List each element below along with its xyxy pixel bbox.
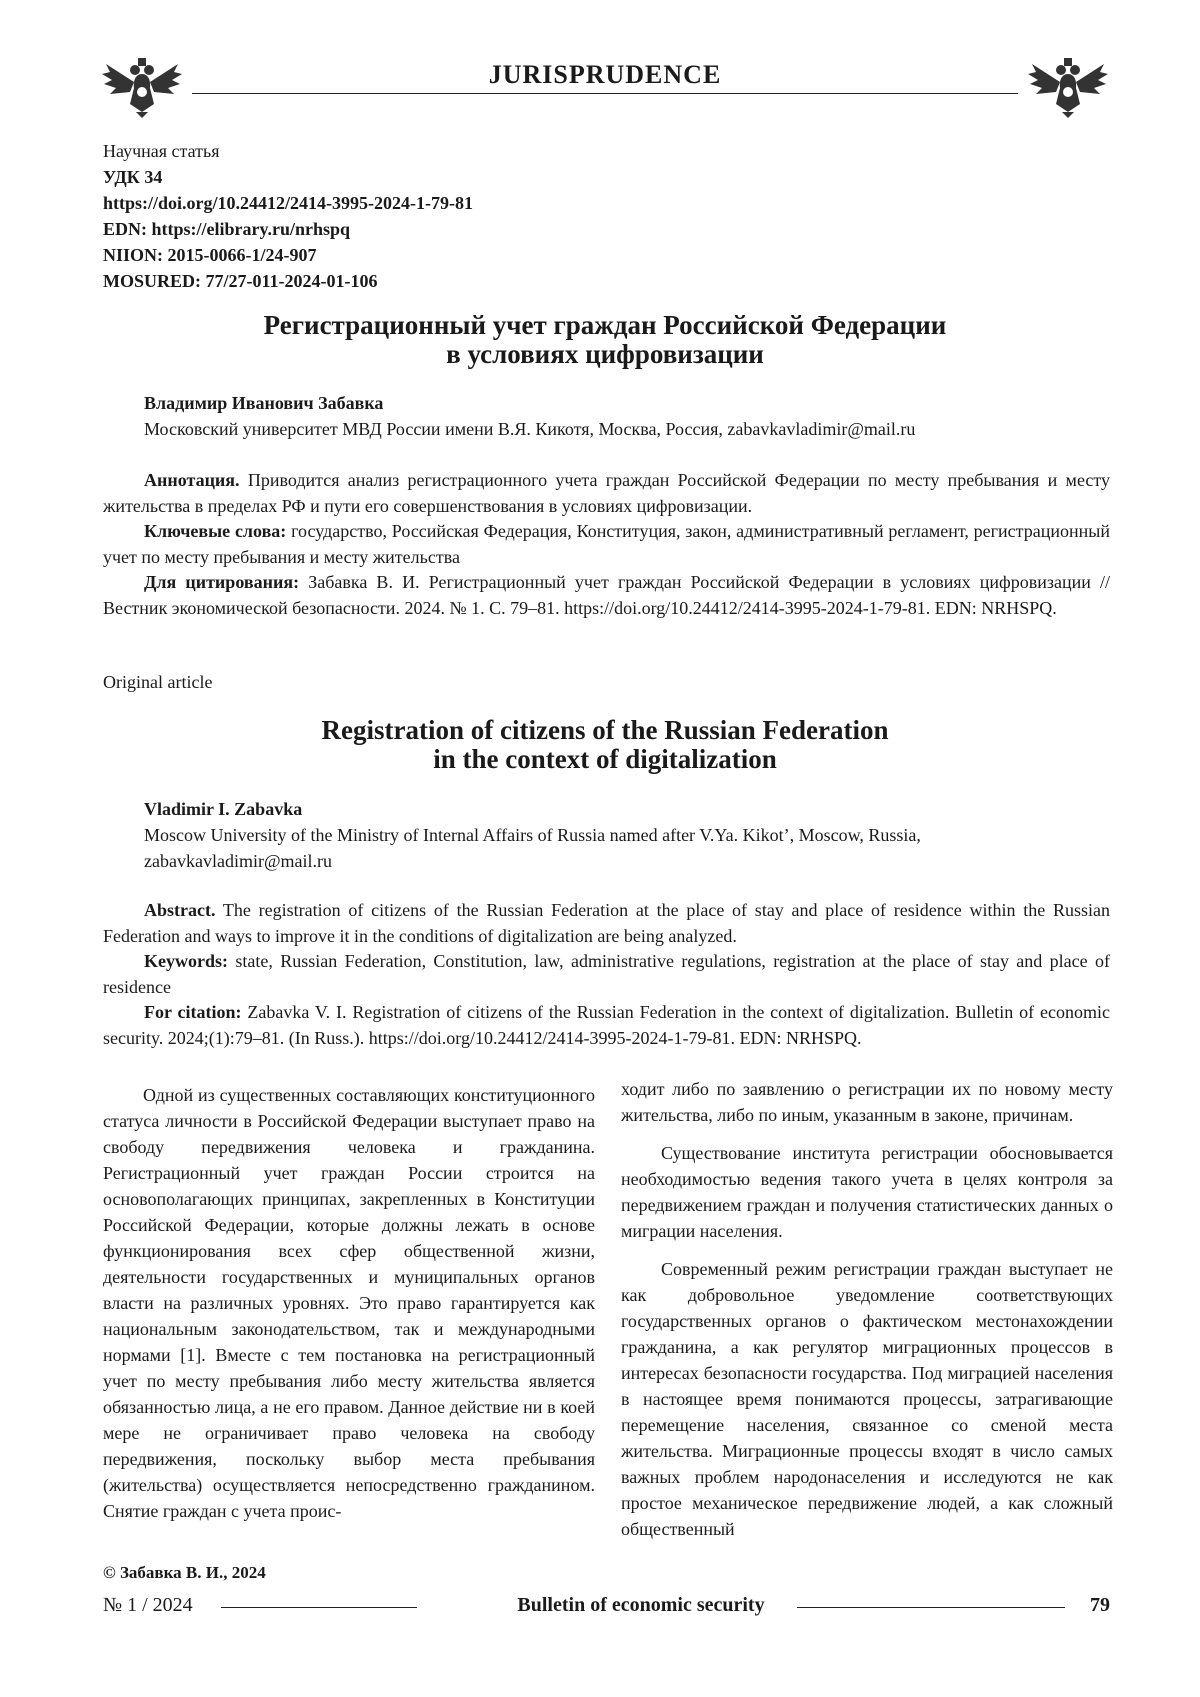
- footer-rule: [797, 1607, 1065, 1608]
- abstract-label: Аннотация.: [144, 470, 240, 490]
- abstract-label: Abstract.: [144, 900, 216, 920]
- journal-name: Bulletin of economic security: [517, 1594, 765, 1616]
- page-header: [100, 50, 1110, 130]
- author-email: zabavkavladimir@mail.ru: [144, 851, 333, 871]
- edn-link[interactable]: EDN: https://elibrary.ru/nrhspq: [103, 219, 351, 239]
- title-line: в условиях цифровизации: [446, 339, 764, 369]
- body-column-left: [103, 1082, 595, 1524]
- author-affiliation: Moscow University of the Ministry of Internal Affairs of Russia named after V.Ya. Kikot’, Moscow, Russia,: [144, 825, 921, 845]
- keywords-paragraph: [103, 519, 1110, 570]
- article-title-en: [100, 716, 1110, 774]
- niion-code: NIION: 2015-0066-1/24-907: [103, 245, 317, 265]
- abstract-block-en: [103, 898, 1110, 1051]
- author-block-ru: [144, 390, 915, 442]
- header-rule: [192, 93, 1018, 94]
- section-title: JURISPRUDENCE: [488, 60, 722, 89]
- body-paragraph: Существование института регистрации обосновывается необходимостью ведения такого учета в целях контроля за передвижением граждан и получения статистических данных о миграции населения.: [621, 1143, 1113, 1241]
- author-name: Владимир Иванович Забавка: [144, 393, 384, 413]
- abstract-block-ru: [103, 468, 1110, 621]
- article-type: Научная статья: [103, 141, 220, 161]
- keywords-text: state, Russian Federation, Constitution, law, administrative regulations, registration at the place of stay and place of residence: [103, 951, 1110, 997]
- abstract-paragraph: [103, 898, 1110, 949]
- eagle-emblem-icon: [100, 56, 184, 118]
- author-affiliation: Московский университет МВД России имени В.Я. Кикотя, Москва, Россия, zabavkavladimir@mail.ru: [144, 419, 916, 439]
- abstract-text: The registration of citizens of the Russian Federation at the place of stay and place of residence within the Russian Federation and ways to improve it in the conditions of digitalization are being analyzed.: [103, 900, 1110, 946]
- udk-code: УДК 34: [103, 167, 163, 187]
- copyright-notice: © Забавка В. И., 2024: [103, 1563, 266, 1582]
- body-paragraph: ходит либо по заявлению о регистрации их по новому месту жительства, либо по иным, указанным в законе, причинам.: [621, 1079, 1113, 1125]
- author-block-en: [144, 796, 921, 874]
- citation-label: For citation:: [144, 1002, 242, 1022]
- citation-text: Забавка В. И. Регистрационный учет граждан Российской Федерации в условиях цифровизации // Вестник экономической безопасности. 2024. № 1. С. 79–81. https://doi.org/10.24412/2414-3995-2024-1-79-81. EDN: NRHSPQ.: [103, 572, 1110, 618]
- article-type-en: Original article: [103, 672, 213, 692]
- title-line: Регистрационный учет граждан Российской Федерации: [263, 310, 947, 340]
- article-title-ru: [100, 311, 1110, 369]
- title-line: Registration of citizens of the Russian Federation: [321, 715, 889, 745]
- body-column-right: [621, 1076, 1113, 1542]
- doi-link[interactable]: https://doi.org/10.24412/2414-3995-2024-1-79-81: [103, 193, 473, 213]
- eagle-emblem-icon: [1026, 56, 1110, 118]
- mosured-code: MOSURED: 77/27-011-2024-01-106: [103, 271, 378, 291]
- body-paragraph: Одной из существенных составляющих конституционного статуса личности в Российской Федерации выступает право на свободу передвижения человека и гражданина. Регистрационный учет граждан России строится на основополагающих принципах, закрепленных в Конституции Российской Федерации, которые должны лежать в основе функционирования всех сфер общественной жизни, деятельности государственных и муниципальных органов власти на различных уровнях. Это право гарантируется как национальным законодательством, так и международными нормами [1]. Вместе с тем постановка на регистрационный учет по месту пребывания либо месту жительства является обязанностью лица, а не его правом. Данное действие ни в коей мере не ограничивает право человека на свободу передвижения, поскольку выбор места пребывания (жительства) осуществляется непосредственно гражданином. Снятие граждан с учета проис-: [103, 1085, 595, 1521]
- citation-paragraph: [103, 1000, 1110, 1051]
- page-number: 79: [1090, 1594, 1110, 1616]
- abstract-text: Приводится анализ регистрационного учета граждан Российской Федерации по месту пребывания и месту жительства в пределах РФ и пути его совершенствования в условиях цифровизации.: [103, 470, 1110, 516]
- abstract-paragraph: [103, 468, 1110, 519]
- citation-label: Для цитирования:: [144, 572, 300, 592]
- keywords-paragraph: [103, 949, 1110, 1000]
- footer-rule: [221, 1607, 417, 1608]
- keywords-text: государство, Российская Федерация, Конституция, закон, административный регламент, регистрационный учет по месту пребывания и месту жительства: [103, 521, 1110, 567]
- article-metadata: [103, 138, 473, 294]
- author-name: Vladimir I. Zabavka: [144, 799, 303, 819]
- title-line: in the context of digitalization: [433, 744, 777, 774]
- page-footer: [103, 1594, 1110, 1624]
- citation-text: Zabavka V. I. Registration of citizens of the Russian Federation in the context of digitalization. Bulletin of economic security. 2024;(1):79–81. (In Russ.). https://doi.org/10.24412/2414-3995-2024-1-79-81. EDN: NRHSPQ.: [103, 1002, 1110, 1048]
- body-paragraph: Современный режим регистрации граждан выступает не как добровольное уведомление соответствующих государственных органов о фактическом местонахождении гражданина, а как регулятор миграционных процессов в интересах безопасности государства. Под миграцией населения в настоящее время понимаются процессы, затрагивающие перемещение населения, связанное со сменой места жительства. Миграционные процессы входят в число самых важных проблем народонаселения и исследуются не как простое механическое передвижение людей, а как сложный общественный: [621, 1259, 1113, 1539]
- citation-paragraph: [103, 570, 1110, 621]
- issue-number: № 1 / 2024: [103, 1594, 193, 1616]
- keywords-label: Keywords:: [144, 951, 228, 971]
- keywords-label: Ключевые слова:: [144, 521, 287, 541]
